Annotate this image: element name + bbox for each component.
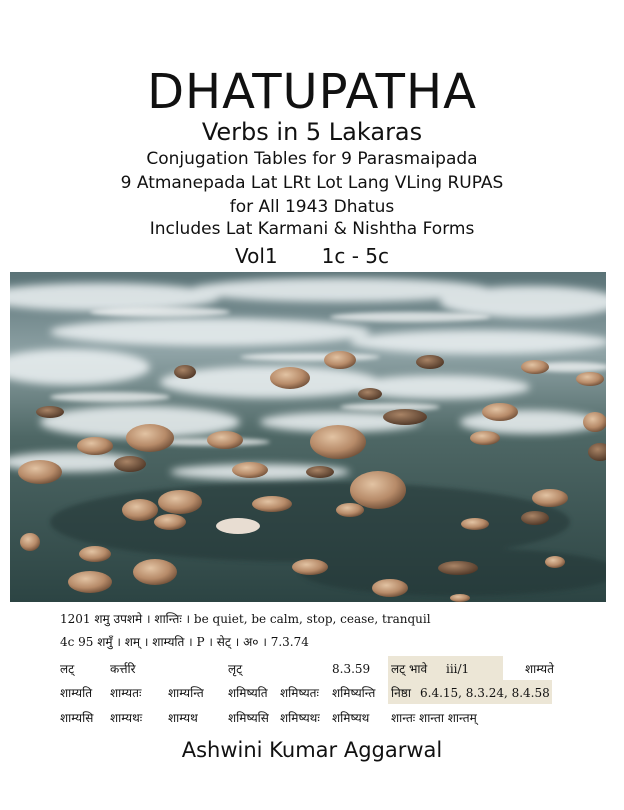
author-name: Ashwini Kumar Aggarwal	[181, 738, 443, 762]
river-rocks-photo	[10, 272, 606, 602]
row2-cell-6: शमिष्यथ	[332, 711, 370, 725]
row1-cell-5: शमिष्यतः	[280, 686, 319, 700]
header-shamyate: शाम्यते	[525, 662, 554, 676]
row1-cell-6: शमिष्यन्ति	[332, 686, 376, 700]
volume-line	[0, 243, 624, 269]
header-lrt: लृट्	[228, 662, 243, 676]
header-iii1: iii/1	[446, 662, 470, 676]
entry-line-2: 4c 95 शमुँ । शम् । शाम्यति । P । सेट् । अ० । 7.3.74	[60, 635, 309, 649]
row1-cell-4: शमिष्यति	[228, 686, 268, 700]
row1-cell-2: शाम्यतः	[110, 686, 142, 700]
row2-cell-4: शमिष्यसि	[228, 711, 269, 725]
row2-cell-2: शाम्यथः	[110, 711, 143, 725]
row1-cell-3: शाम्यन्ति	[168, 686, 204, 700]
nishtha-forms: शान्तः शान्ता शान्तम्	[391, 711, 477, 725]
description-line-1: Conjugation Tables for 9 Parasmaipada	[146, 149, 478, 169]
nishtha-label: निष्ठा	[391, 686, 411, 700]
volume-label: Vol1	[234, 244, 278, 268]
header-rule: 8.3.59	[332, 662, 371, 676]
description-line-4: Includes Lat Karmani & Nishtha Forms	[149, 219, 475, 239]
nishtha-rules: 6.4.15, 8.3.24, 8.4.58	[420, 686, 550, 700]
book-subtitle: Verbs in 5 Lakaras	[201, 118, 423, 146]
entry-line-1: 1201 शमु उपशमे । शान्तिः । be quiet, be calm, stop, cease, tranquil	[60, 612, 431, 626]
header-kartari: कर्त्तरि	[110, 662, 136, 676]
row2-cell-1: शाम्यसि	[60, 711, 94, 725]
row2-cell-3: शाम्यथ	[168, 711, 198, 725]
description-line-2: 9 Atmanepada Lat LRt Lot Lang VLing RUPAS	[120, 173, 504, 193]
row1-cell-1: शाम्यति	[60, 686, 93, 700]
volume-range: 1c - 5c	[321, 244, 390, 268]
description-line-3: for All 1943 Dhatus	[229, 197, 395, 217]
header-lat-bhave: लट् भावे	[391, 662, 428, 676]
row2-cell-5: शमिष्यथः	[280, 711, 320, 725]
header-lat: लट्	[60, 662, 75, 676]
book-title: DHATUPATHA	[147, 64, 477, 120]
